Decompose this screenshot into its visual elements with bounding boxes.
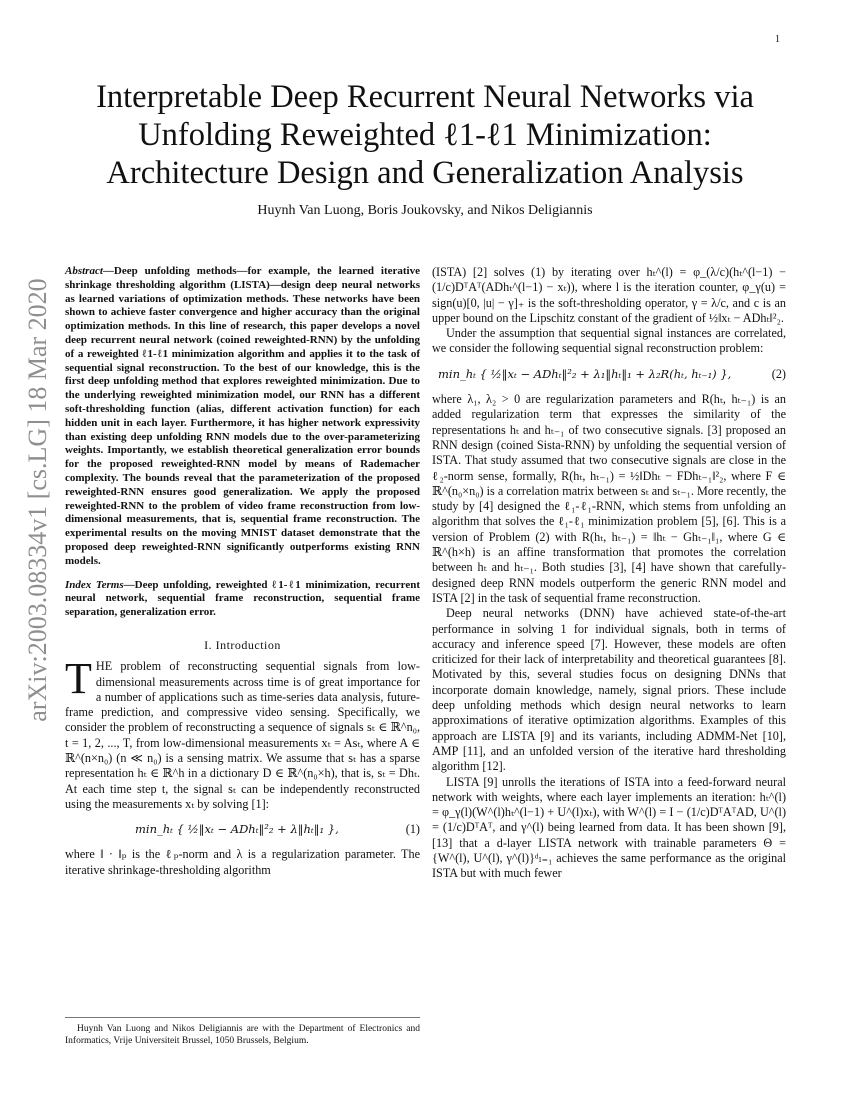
section-heading: I. Introduction xyxy=(204,637,281,652)
abstract xyxy=(65,265,420,569)
index-terms-text: —Deep unfolding, reweighted ℓ1-ℓ1 minimization, recurrent neural network, sequential frame reconstruction, sequential frame separation, generalization error. xyxy=(65,578,420,619)
intro-paragraph-2: where ‖ · ‖ₚ is the ℓₚ-norm and λ is a regularization parameter. The iterative shrinkage-thresholding algorithm xyxy=(65,847,420,877)
left-column xyxy=(65,265,420,878)
equation-1 xyxy=(65,822,420,837)
equation-2-number: (2) xyxy=(771,366,786,381)
lista-paragraph: LISTA [9] unrolls the iterations of ISTA into a feed-forward neural network with weights, where each layer implements an iteration: hₜ^(l) = φ_γ(l)(W^(l)hₜ^(l−1) + U^(l)xₜ), with W^(l) = I − (1/c)DᵀAᵀAD, U^(l) = (1/c)DᵀAᵀ, and γ^(l) being learned from data. It has been shown [9], [13] that a d-layer LISTA network with trainable parameters Θ = {W^(l), U^(l), γ^(l)}ᵈₗ₌₁ achieves the same performance as the original ISTA but with much fewer xyxy=(432,774,786,881)
equation-2 xyxy=(432,367,786,382)
dnn-paragraph: Deep neural networks (DNN) have achieved state-of-the-art performance in solving 1 for individual signals, both in terms of accuracy and inference speed [7]. However, these models are often criticized for their lack of interpretability and theoretical guarantees [8]. Motivated by this, several studies focus on designing DNNs that incorporate domain knowledge, namely, signal priors. These include deep unfolding methods which design neural networks to learn approximations of iterative optimization algorithms. Examples of this approach are LISTA [9] and its variants, including ADMM-Net [10], AMP [11], and an unfolded version of the iterative hard thresholding algorithm [12]. xyxy=(432,606,786,774)
dropcap: T xyxy=(65,654,92,704)
equation-1-number: (1) xyxy=(405,822,420,837)
index-terms-label: Index Terms xyxy=(65,578,124,591)
intro-paragraph xyxy=(65,654,420,812)
arxiv-stamp-text: arXiv:2003.08334v1 [cs.LG] 18 Mar 2020 xyxy=(23,278,52,722)
author-list: Huynh Van Luong, Boris Joukovsky, and Nikos Deligiannis xyxy=(257,203,593,218)
title-line: Architecture Design and Generalization Analysis xyxy=(106,155,744,191)
title-line: Interpretable Deep Recurrent Neural Networks via xyxy=(96,79,754,115)
title-line: Unfolding Reweighted ℓ1-ℓ1 Minimization: xyxy=(138,117,712,153)
abstract-text: —Deep unfolding methods—for example, the learned iterative shrinkage thresholding algorithm (LISTA)—design deep neural networks as learned variations of optimization methods. These networks have been shown to achieve faster convergence and higher accuracy than the original optimization methods. In this line of research, this paper develops a novel deep recurrent neural network (coined reweighted-RNN) by the unfolding of a reweighted ℓ1-ℓ1 minimization algorithm and applies it to the task of sequential signal reconstruction. To the best of our knowledge, this is the first deep unfolding method that explores reweighted minimization. Due to the underlying reweighted minimization model, our RNN has a different soft-thresholding function (alias, different activation function) for each hidden unit in each layer. Furthermore, it has higher network expressivity than existing deep unfolding RNN models due to the over-parameterizing weights. Importantly, we establish theoretical generalization error bounds for the proposed reweighted-RNN model by means of Rademacher complexity. The bounds reveal that the parameterization of the proposed reweighted-RNN ensures good generalization. We apply the proposed reweighted-RNN to the problem of video frame reconstruction from low-dimensional measurements, that is, sequential frame reconstruction. The experimental results on the moving MNIST dataset demonstrate that the proposed deep reweighted-RNN significantly outperforms existing RNN models. xyxy=(65,265,420,567)
right-column xyxy=(432,265,786,882)
intro-paragraph-text: HE problem of reconstructing sequential signals from low-dimensional measurements across time is of great importance for a number of applications such as time-series data analysis, future-frame prediction, and compressive video sensing. Specifically, we consider the problem of reconstructing a sequence of signals sₜ ∈ ℝ^n₀, t = 1, 2, ..., T, from low-dimensional measurements xₜ = Asₜ, where A ∈ ℝ^(n×n₀) (n ≪ n₀) is a sensing matrix. We assume that sₜ has a sparse representation hₜ ∈ ℝ^h in a dictionary D ∈ ℝ^(n₀×h), that is, sₜ = Dhₜ. At each time step t, the signal sₜ can be independently reconstructed using the measurements xₜ by solving [1]: xyxy=(65,659,420,811)
equation-1-body: min_hₜ { ½‖xₜ − ADhₜ‖²₂ + λ‖hₜ‖₁ }, xyxy=(135,822,339,837)
page-number: 1 xyxy=(775,34,780,45)
footnote-text: Huynh Van Luong and Nikos Deligiannis are with the Department of Electronics and Informatics, Vrije Universiteit Brussel, 1050 Brussels, Belgium. xyxy=(65,1024,420,1046)
ista-paragraph: (ISTA) [2] solves (1) by iterating over hₜ^(l) = φ_(λ/c)(hₜ^(l−1) − (1/c)DᵀAᵀ(ADhₜ^(l−1) − xₜ)), where l is the iteration counter, φ_γ(u) = sign(u)[0, |u| − γ]₊ is the soft-thresholding operator, γ = λ/c, and c is an upper bound on the Lipschitz constant of the gradient of ½‖xₜ − ADhₜ‖²₂. xyxy=(432,265,786,325)
paper-title xyxy=(70,78,780,192)
sequential-paragraph: Under the assumption that sequential signal instances are correlated, we consider the following sequential signal reconstruction problem: xyxy=(432,326,786,356)
footnote xyxy=(65,1017,420,1047)
index-terms xyxy=(65,579,420,620)
abstract-label: Abstract xyxy=(65,265,103,277)
arxiv-stamp xyxy=(8,278,68,722)
regularization-paragraph: where λ₁, λ₂ > 0 are regularization parameters and R(hₜ, hₜ₋₁) is an added regularization term that expresses the similarity of the representations hₜ and hₜ₋₁ of two consecutive signals. [3] proposed an RNN design (coined Sista-RNN) by unfolding the sequential version of ISTA. That study assumed that two consecutive signals are close in the ℓ₂-norm sense, formally, R(hₜ, hₜ₋₁) = ½‖Dhₜ − FDhₜ₋₁‖²₂, where F ∈ ℝ^(n₀×n₀) is a correlation matrix between sₜ and sₜ₋₁. More recently, the study by [4] designed the ℓ₁-ℓ₁-RNN, which stems from unfolding an algorithm that solves the ℓ₁-ℓ₁ minimization problem [5], [6]. This is a version of Problem (2) with R(hₜ, hₜ₋₁) = ‖hₜ − Ghₜ₋₁‖₁, where G ∈ ℝ^(h×h) is an affine transformation that promotes the correlation between hₜ and hₜ₋₁. Both studies [3], [4] have shown that carefully-designed deep RNN models outperform the generic RNN model and ISTA [2] in the task of sequential frame reconstruction. xyxy=(432,392,786,605)
equation-2-body: min_hₜ { ½‖xₜ − ADhₜ‖²₂ + λ₁‖hₜ‖₁ + λ₂R(hₜ, hₜ₋₁) }, xyxy=(438,366,732,381)
